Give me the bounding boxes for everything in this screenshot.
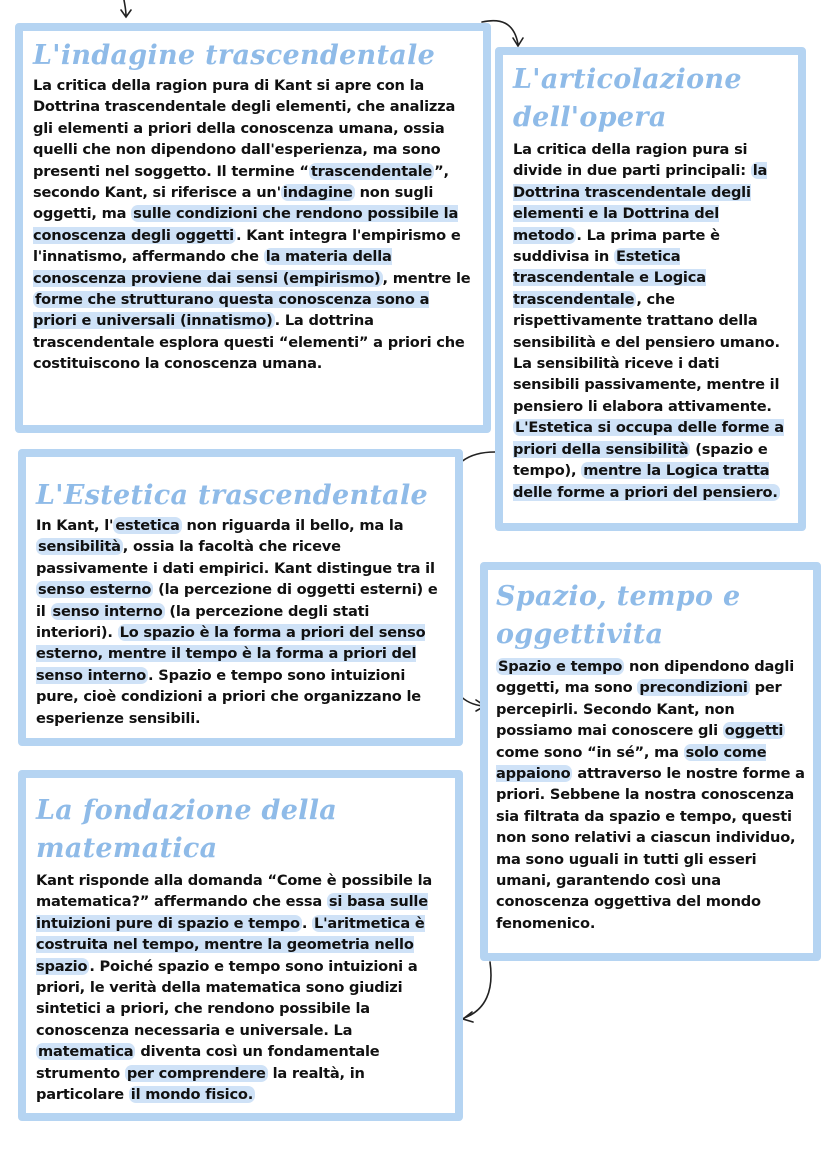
body-text: come sono “in sé”, ma <box>496 743 684 761</box>
highlighted-text: sensibilità <box>38 538 121 556</box>
body-text: , ossia la facoltà che riceve passivamente i dati empirici. Kant distingue tra il <box>36 538 435 577</box>
body-text: ”, secondo Kant, si riferisce a un' <box>33 162 449 202</box>
highlighted-text: Estetica trascendentale e Logica trascendentale <box>513 248 706 308</box>
highlighted-text: il mondo fisico. <box>130 1086 254 1104</box>
body-text: (spazio e tempo), <box>513 440 768 480</box>
section-body <box>33 75 473 375</box>
highlighted-text: estetica <box>115 517 180 534</box>
highlighted-text: L'Estetica si occupa delle forme a priori della sensibilità <box>513 419 784 458</box>
body-text: . Spazio e tempo sono intuizioni pure, cioè condizioni a priori che organizzano le esperienze sensibili. <box>36 666 421 727</box>
section-title: Spazio, tempo e oggettivita <box>496 581 741 650</box>
highlighted-text: la Dottrina trascendentale degli elementi e la Dottrina del metodo <box>513 162 768 244</box>
body-text: la realtà, in particolare <box>36 1064 365 1104</box>
highlighted-text: per comprendere <box>126 1064 266 1082</box>
body-text: attraverso le nostre forme a priori. Sebbene la nostra conoscenza sia filtrata da spazio e tempo, questi non sono relativi a ciascun individuo, ma sono uguali in tutti gli esseri umani, garantendo così una conoscenza oggettiva del mondo fenomenico. <box>496 765 805 932</box>
highlighted-text: matematica <box>38 1043 134 1061</box>
body-text: . La dottrina trascendentale esplora questi “elementi” a priori che costituiscono la conoscenza umana. <box>33 312 465 373</box>
highlighted-text: Lo spazio è la forma a priori del senso esterno, mentre il tempo è la forma a priori del senso interno <box>36 624 426 684</box>
highlighted-text: precondizioni <box>639 679 748 697</box>
highlighted-text: oggetti <box>724 722 784 740</box>
body-text: non riguarda il bello, ma la <box>181 517 404 534</box>
section-body <box>36 515 447 729</box>
highlighted-text: senso interno <box>52 602 163 620</box>
section-estetica <box>18 449 463 746</box>
highlighted-text: senso esterno <box>38 581 152 599</box>
body-text: . Kant integra l'empirismo e l'innatismo, affermando che <box>33 226 461 266</box>
section-articolazione <box>495 47 806 531</box>
section-title: L'articolazione dell'opera <box>513 64 742 133</box>
body-text: . La prima parte è suddivisa in <box>513 226 720 266</box>
highlighted-text: indagine <box>282 184 353 202</box>
body-text: La critica della ragion pura di Kant si apre con la Dottrina trascendentale degli elementi, che analizza gli elementi a priori della conoscenza umana, ossia quelli che non dipendono dall'esperienza, ma sono presenti nel soggetto. Il termine “ <box>33 77 456 180</box>
body-text: La critica della ragion pura si divide in due parti principali: <box>513 141 751 180</box>
highlighted-text: forme che strutturano questa conoscenza sono a priori e universali (innatismo) <box>33 291 430 330</box>
section-matematica <box>18 770 463 1121</box>
highlighted-text: Spazio e tempo <box>498 658 623 675</box>
arrow-top-in-icon <box>110 0 140 22</box>
body-text: non sugli oggetti, ma <box>33 184 434 223</box>
highlighted-text: si basa sulle intuizioni pure di spazio e tempo <box>36 893 428 932</box>
body-text: , mentre le <box>382 269 471 287</box>
highlighted-text: trascendentale <box>310 162 433 180</box>
body-text: , che rispettivamente trattano della sensibilità e del pensiero umano. La sensibilità riceve i dati sensibili passivamente, mentre il pensiero li elabora attivamente. <box>513 290 780 415</box>
body-text: . <box>301 914 313 932</box>
body-text: diventa così un fondamentale strumento <box>36 1043 380 1082</box>
body-text: (la percezione degli stati interiori). <box>36 602 370 642</box>
section-title: L'Estetica trascendentale <box>36 480 428 511</box>
arrow-to-matematica-icon <box>460 960 505 1025</box>
body-text: (la percezione di oggetti esterni) e il <box>36 581 438 620</box>
highlighted-text: sulle condizioni che rendono possibile la conoscenza degli oggetti <box>33 205 459 244</box>
body-text: non dipendono dagli oggetti, ma sono <box>496 658 795 697</box>
body-text: In Kant, l' <box>36 517 114 534</box>
highlighted-text: la materia della conoscenza proviene dai sensi (empirismo) <box>33 248 392 287</box>
section-spazio-tempo <box>480 562 821 961</box>
section-title: L'indagine trascendentale <box>33 40 436 71</box>
body-text: . Poiché spazio e tempo sono intuizioni a priori, le verità della matematica sono giudizi sintetici a priori, che rendono possibile la conoscenza necessaria e universale. La <box>36 957 418 1039</box>
section-body <box>496 656 807 934</box>
body-text: per percepirli. Secondo Kant, non possiamo mai conoscere gli <box>496 679 782 740</box>
section-indagine <box>15 23 491 433</box>
section-body <box>36 870 447 1105</box>
section-title: La fondazione della matematica <box>36 795 338 864</box>
highlighted-text: solo come appaiono <box>496 743 767 783</box>
highlighted-text: L'aritmetica è costruita nel tempo, mentre la geometria nello spazio <box>36 914 425 975</box>
section-body <box>513 139 790 503</box>
highlighted-text: mentre la Logica tratta delle forme a priori del pensiero. <box>513 462 778 501</box>
body-text: Kant risponde alla domanda “Come è possibile la matematica?” affermando che essa <box>36 872 433 911</box>
